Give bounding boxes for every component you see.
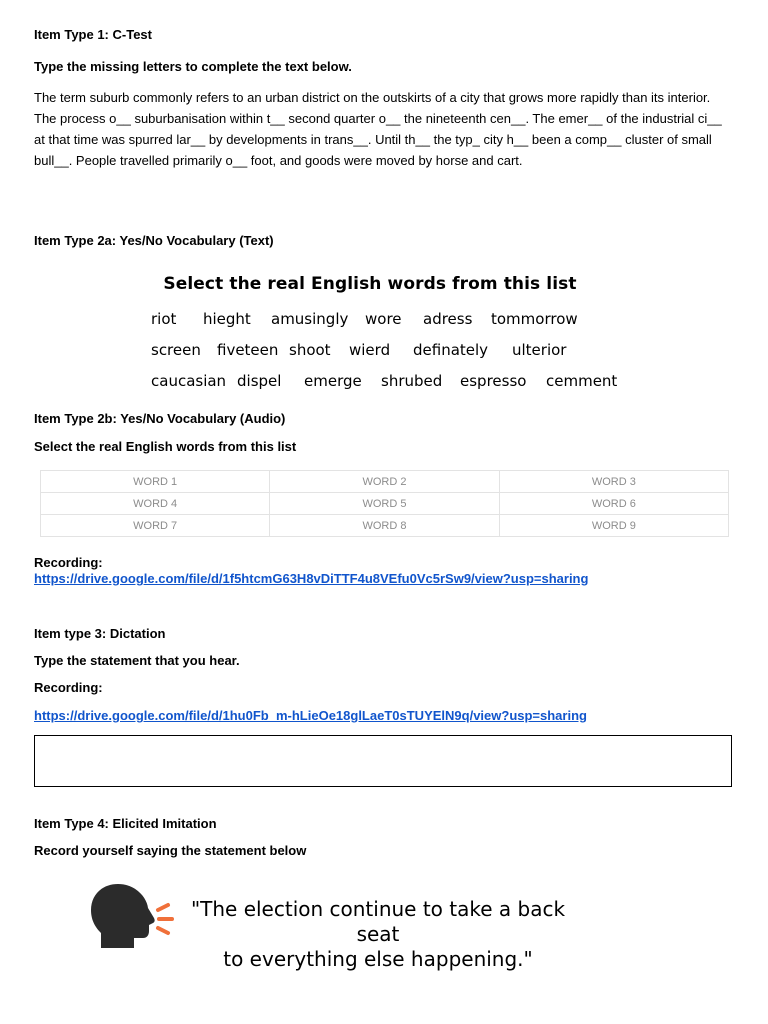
item2a-heading: Item Type 2a: Yes/No Vocabulary (Text): [34, 233, 274, 248]
word-cell[interactable]: WORD 6: [499, 493, 728, 515]
word-cell[interactable]: WORD 2: [270, 471, 499, 493]
item4-instruction: Record yourself saying the statement below: [34, 843, 307, 858]
vocab-word[interactable]: wore: [365, 310, 402, 328]
vocab-word[interactable]: tommorrow: [491, 310, 578, 328]
item4-heading: Item Type 4: Elicited Imitation: [34, 816, 217, 831]
vocab-word[interactable]: caucasian: [151, 372, 227, 390]
vocab-word[interactable]: fiveteen: [217, 341, 279, 359]
vocab-word[interactable]: riot: [151, 310, 177, 328]
vocab-word[interactable]: screen: [151, 341, 201, 359]
item2b-instruction: Select the real English words from this list: [34, 439, 297, 454]
item3-recording-label: Recording:: [34, 680, 103, 695]
vocab-word[interactable]: ulterior: [512, 341, 567, 359]
table-row: [41, 471, 729, 493]
vocab-word[interactable]: definately: [413, 341, 489, 359]
vocab-word[interactable]: adress: [423, 310, 473, 328]
word-cell[interactable]: WORD 8: [270, 515, 499, 537]
vocab-word[interactable]: hieght: [203, 310, 251, 328]
item2b-heading: Item Type 2b: Yes/No Vocabulary (Audio): [34, 411, 286, 426]
dictation-answer-box[interactable]: [34, 735, 732, 787]
quote-line-1: "The election continue to take a back seat: [190, 897, 566, 946]
vocab-word[interactable]: espresso: [460, 372, 527, 390]
speaking-head-icon: [88, 880, 180, 952]
vocab-word[interactable]: cemment: [546, 372, 618, 390]
item2b-recording-label: Recording:: [34, 555, 103, 570]
word-cell[interactable]: WORD 7: [41, 515, 270, 537]
vocab-word[interactable]: wierd: [349, 341, 391, 359]
word-cell[interactable]: WORD 5: [270, 493, 499, 515]
item3-recording-link[interactable]: https://drive.google.com/file/d/1hu0Fb_m-hLieOe18glLaeT0sTUYElN9q/view?usp=sharing: [34, 708, 587, 723]
audio-word-grid: [40, 470, 729, 537]
imitation-statement: [188, 897, 568, 972]
item3-instruction: Type the statement that you hear.: [34, 653, 240, 668]
word-cell[interactable]: WORD 1: [41, 471, 270, 493]
vocab-word[interactable]: amusingly: [271, 310, 349, 328]
vocab-word[interactable]: shrubed: [381, 372, 443, 390]
c-test-passage: The term suburb commonly refers to an urban district on the outskirts of a city that grows more rapidly than its interior. The process o__ suburbanisation within t__ second quarter o__ the nineteenth cen__. The emer__ of the industrial ci__ at that time was spurred lar__ by developments in trans__. Until th__ the typ_ city h__ been a comp__ cluster of small bull__. People travelled primarily o__ foot, and goods were moved by horse and cart.: [34, 90, 722, 168]
vocab-word[interactable]: shoot: [289, 341, 331, 359]
item3-heading: Item type 3: Dictation: [34, 626, 166, 641]
quote-line-2: to everything else happening.": [223, 947, 533, 971]
table-row: [41, 493, 729, 515]
item2b-recording-link[interactable]: https://drive.google.com/file/d/1f5htcmG63H8vDiTTF4u8VEfu0Vc5rSw9/view?usp=sharing: [34, 571, 589, 586]
vocab-list-title: Select the real English words from this list: [163, 274, 577, 294]
word-cell[interactable]: WORD 4: [41, 493, 270, 515]
vocab-word[interactable]: dispel: [237, 372, 282, 390]
word-cell[interactable]: WORD 9: [499, 515, 728, 537]
word-cell[interactable]: WORD 3: [499, 471, 728, 493]
table-row: [41, 515, 729, 537]
vocab-word[interactable]: emerge: [304, 372, 362, 390]
item1-instruction: Type the missing letters to complete the text below.: [34, 59, 352, 74]
item1-heading: Item Type 1: C-Test: [34, 27, 152, 42]
